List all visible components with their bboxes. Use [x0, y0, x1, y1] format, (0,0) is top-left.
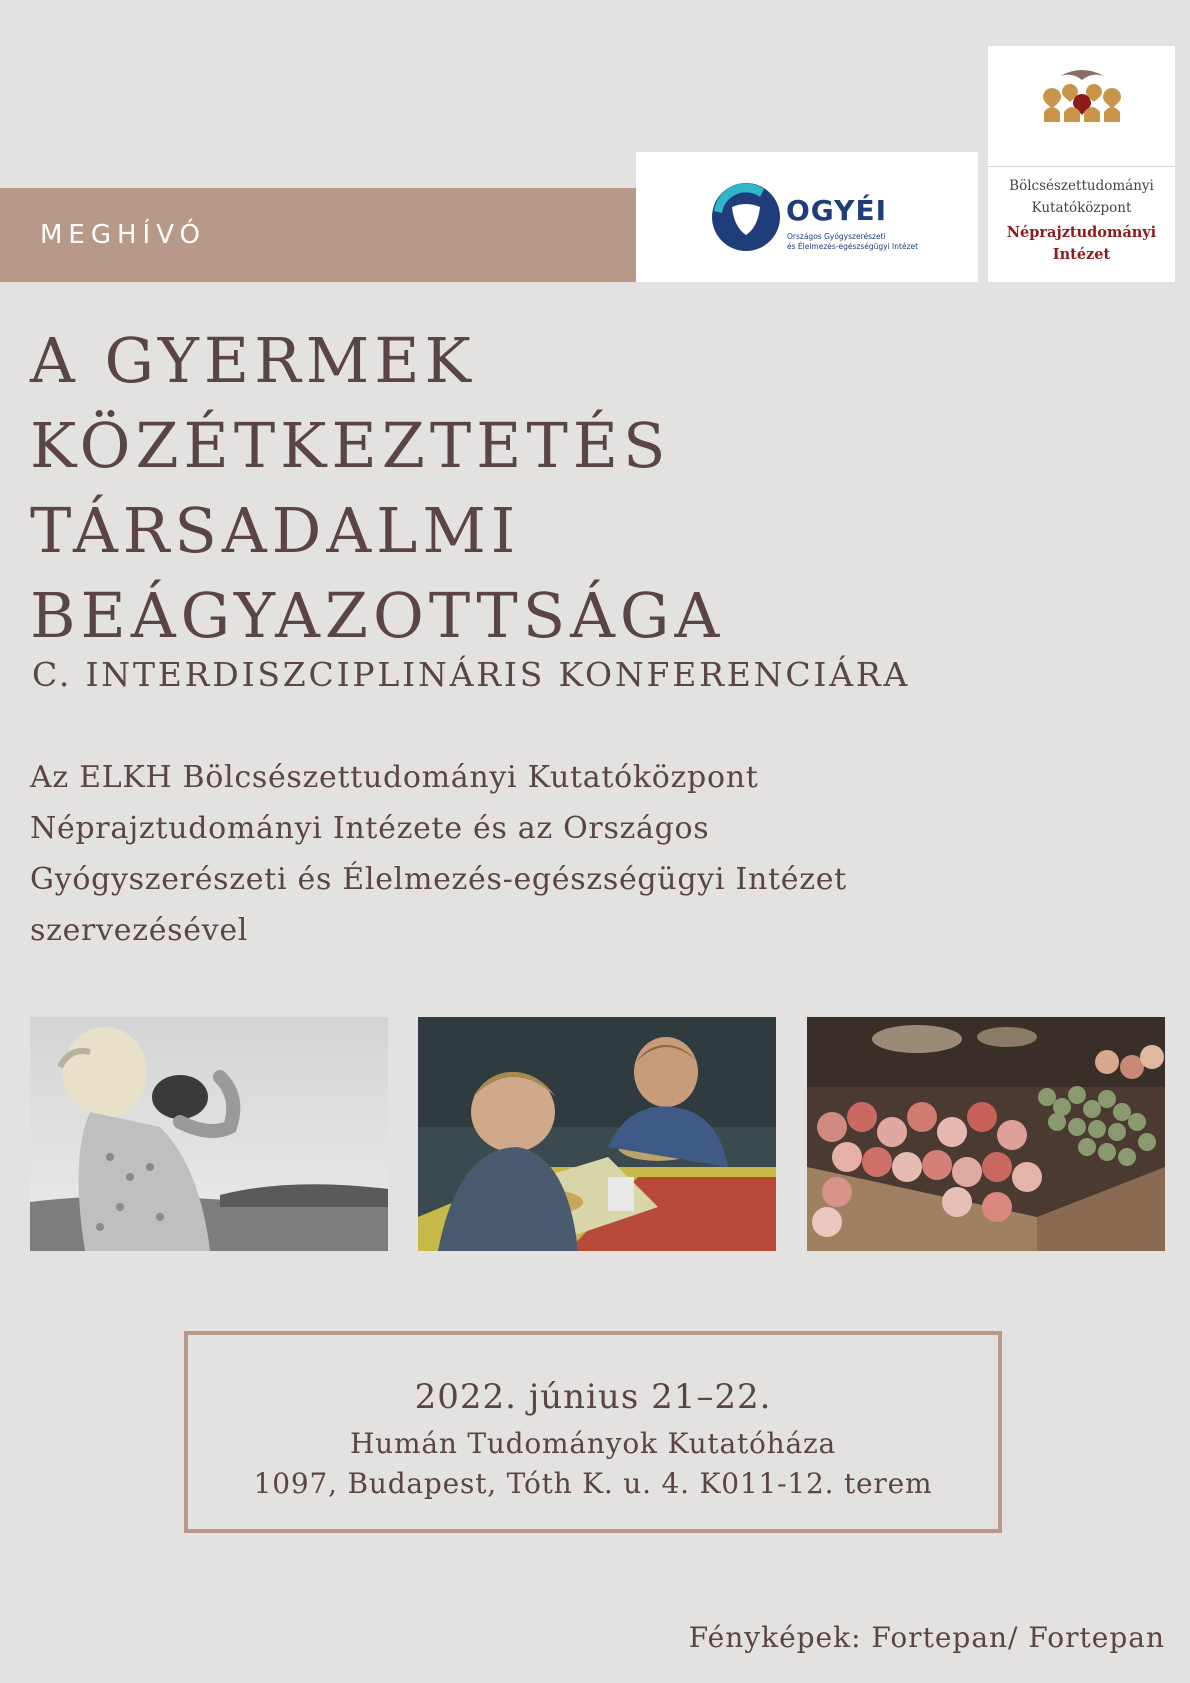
event-address: 1097, Budapest, Tóth K. u. 4. K011-12. terem: [253, 1467, 933, 1500]
conference-subtitle: C. INTERDISZCIPLINÁRIS KONFERENCIÁRA: [32, 655, 911, 694]
intro-line: szervezésével: [30, 913, 249, 948]
btk-name-line: Bölcsészettudományi: [1009, 178, 1154, 194]
event-date: 2022. június 21–22.: [414, 1377, 772, 1417]
photo-apples-market: [807, 1017, 1165, 1251]
organizers-text: [30, 752, 1030, 956]
photo-girl-drinking: [30, 1017, 388, 1251]
title-line: KÖZÉTKEZTETÉS: [30, 409, 671, 482]
ogyei-subtitle-line: Országos Gyógyszerészeti: [787, 232, 886, 241]
nti-name-line: Néprajztudományi: [1006, 224, 1157, 241]
ogyei-subtitle: [787, 232, 967, 252]
conference-title: [30, 318, 724, 658]
title-line: BEÁGYAZOTTSÁGA: [30, 579, 725, 652]
intro-line: Néprajztudományi Intézete és az Országos: [30, 811, 710, 846]
title-line: TÁRSADALMI: [30, 494, 521, 567]
title-line: A GYERMEK: [30, 324, 476, 397]
btk-name-line: Kutatóközpont: [1031, 200, 1132, 216]
intro-line: Gyógyszerészeti és Élelmezés-egészségügyi Intézet: [30, 862, 847, 897]
ogyei-subtitle-line: és Élelmezés-egészségügyi Intézet: [787, 242, 919, 251]
event-info-box: [184, 1331, 1002, 1533]
ogyei-name: OGYÉI: [786, 194, 887, 227]
intro-line: Az ELKH Bölcsészettudományi Kutatóközpont: [30, 760, 759, 795]
event-venue: Humán Tudományok Kutatóháza: [349, 1427, 837, 1460]
photo-credit: Fényképek: Fortepan/ Fortepan: [688, 1621, 1165, 1654]
ogyei-emblem-icon: [706, 177, 786, 257]
btk-emblem-icon: [1032, 66, 1132, 146]
logo-divider: [988, 166, 1175, 167]
invitation-label: MEGHÍVÓ: [40, 220, 207, 250]
btk-logo: [988, 46, 1175, 282]
ogyei-logo: [636, 152, 978, 282]
header-band: [0, 188, 636, 282]
photo-boys-eating: [418, 1017, 776, 1251]
nti-name-line: Intézet: [1052, 246, 1111, 263]
